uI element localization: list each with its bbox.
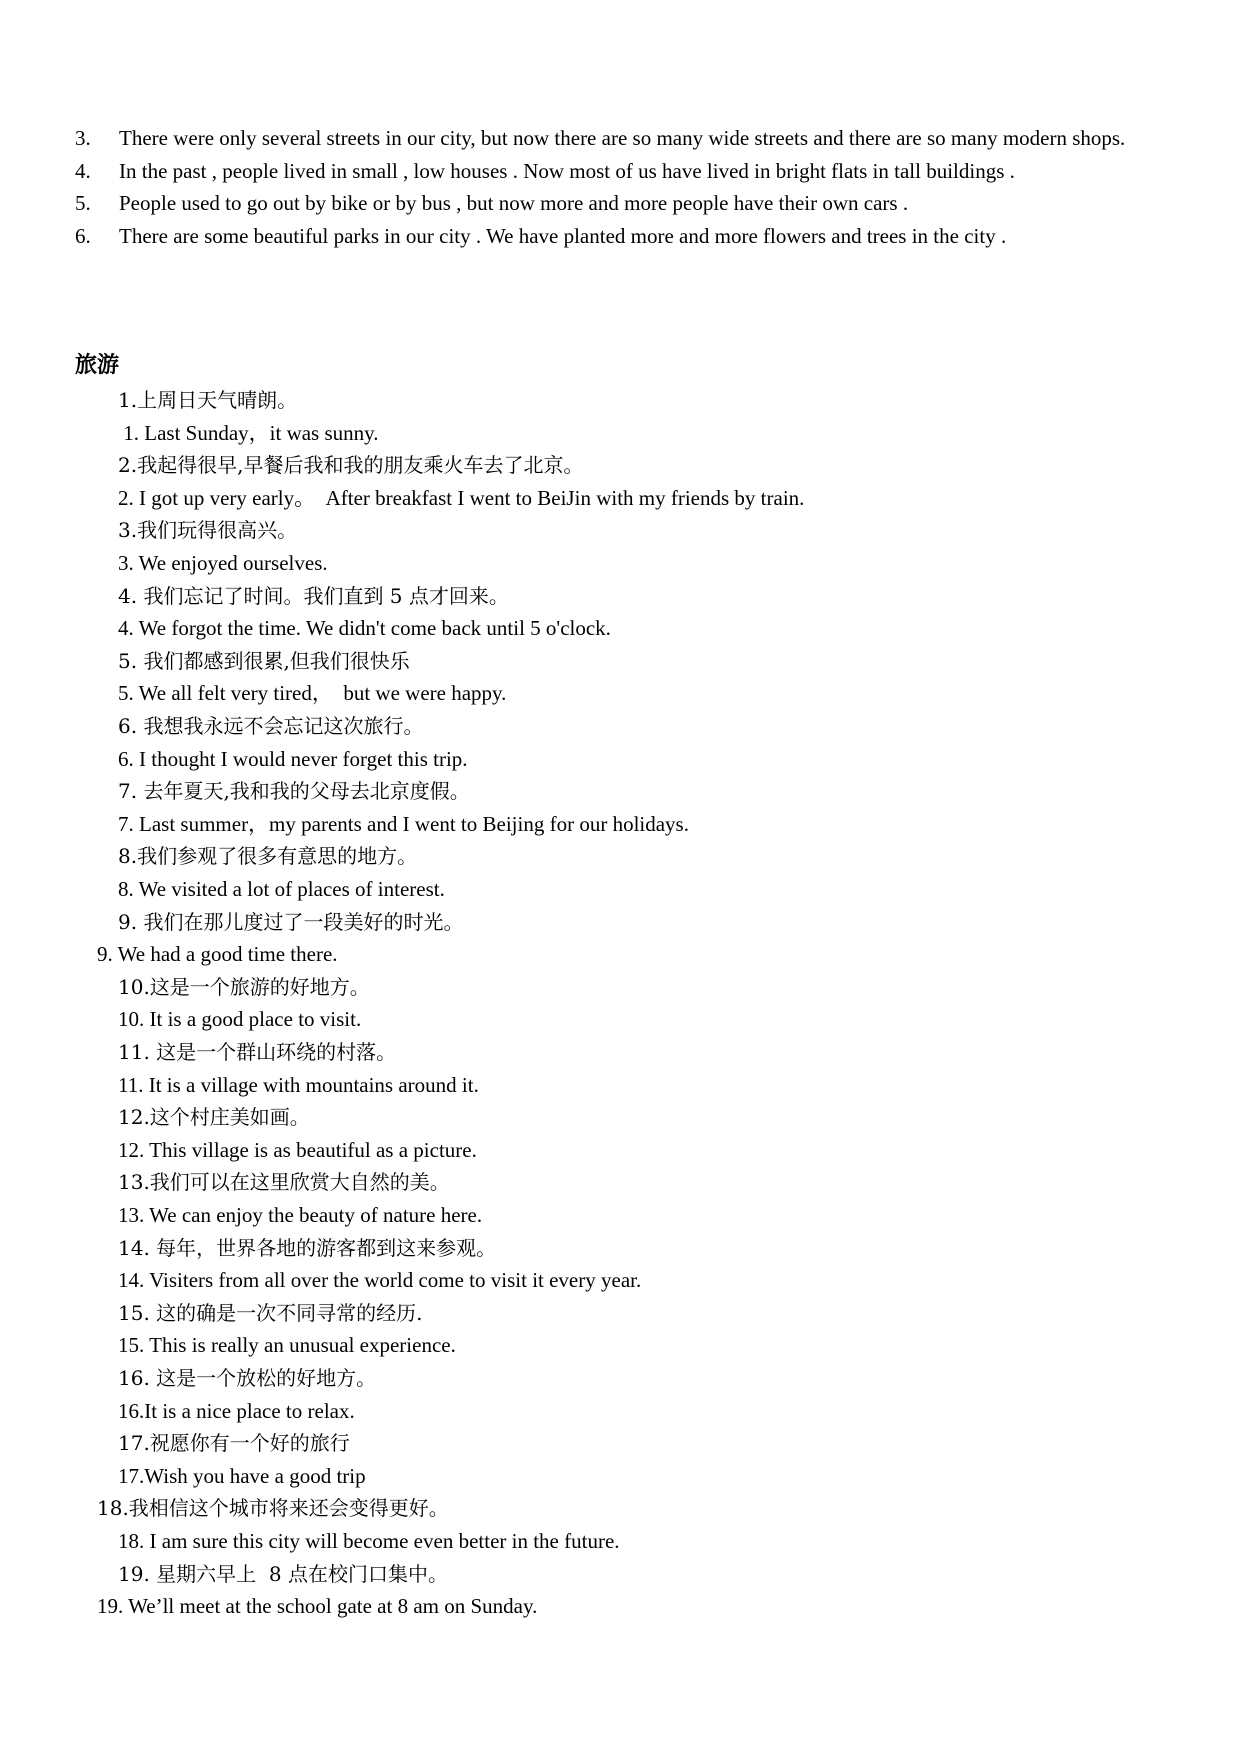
- list-item: [75, 155, 1170, 188]
- phrase-english: 14. Visiters from all over the world come to visit it every year.: [118, 1268, 642, 1293]
- phrase-english: 12. This village is as beautiful as a picture.: [118, 1137, 477, 1162]
- list-item-text: There are some beautiful parks in our city . We have planted more and more flowers and trees in the city .: [119, 223, 1007, 248]
- phrase-chinese: 13.我们可以在这里欣赏大自然的美。: [118, 1170, 450, 1195]
- list-item-number: 6.: [75, 223, 91, 248]
- phrase-chinese: 17.祝愿你有一个好的旅行: [118, 1431, 350, 1456]
- phrase-chinese: 10.这是一个旅游的好地方。: [118, 974, 370, 999]
- list-item: [75, 187, 1170, 220]
- phrase-chinese: 2.我起得很早,早餐后我和我的朋友乘火车去了北京。: [118, 453, 584, 478]
- phrase-chinese: 1.上周日天气晴朗。: [118, 388, 298, 412]
- phrase-english: 13. We can enjoy the beauty of nature here.: [118, 1203, 483, 1227]
- phrase-english: 7. Last summer，my parents and I went to Beijing for our holidays.: [118, 811, 689, 836]
- phrase-chinese: 15. 这的确是一次不同寻常的经历.: [118, 1300, 423, 1325]
- phrase-english: 11. It is a village with mountains around it.: [118, 1072, 479, 1097]
- list-item-text: There were only several streets in our city, but now there are so many wide streets and there are so many modern shops.: [119, 126, 1126, 150]
- phrase-chinese: 3.我们玩得很高兴。: [118, 518, 298, 543]
- phrase-english: 9. We had a good time there.: [97, 942, 338, 967]
- phrase-english: 17.Wish you have a good trip: [118, 1463, 366, 1488]
- list-item: [75, 220, 1170, 253]
- list-item-number: 4.: [75, 158, 91, 183]
- list-item-text: In the past , people lived in small , low houses . Now most of us have lived in bright flats in tall buildings .: [119, 158, 1015, 183]
- phrase-english: 8. We visited a lot of places of interest.: [118, 877, 445, 901]
- section-title: 旅游: [75, 353, 120, 378]
- phrase-english: 1. Last Sunday，it was sunny.: [118, 420, 379, 445]
- phrase-chinese: 6. 我想我永远不会忘记这次旅行。: [118, 714, 424, 738]
- phrase-chinese: 19. 星期六早上 8 点在校门口集中。: [118, 1561, 448, 1586]
- phrase-english: 16.It is a nice place to relax.: [118, 1398, 355, 1423]
- phrase-english: 10. It is a good place to visit.: [118, 1007, 362, 1032]
- phrase-chinese: 12.这个村庄美如画。: [118, 1105, 310, 1130]
- numbered-list: [75, 122, 1170, 252]
- list-item: [75, 122, 1170, 155]
- phrase-chinese: 18.我相信这个城市将来还会变得更好。: [97, 1496, 449, 1521]
- phrase-chinese: 14. 每年，世界各地的游客都到这来参观。: [118, 1235, 497, 1260]
- phrase-english: 4. We forgot the time. We didn't come back until 5 o'clock.: [118, 616, 611, 641]
- list-item-number: 5.: [75, 191, 91, 215]
- phrase-chinese: 11. 这是一个群山环绕的村落。: [118, 1040, 397, 1064]
- phrase-chinese: 8.我们参观了很多有意思的地方。: [118, 844, 418, 869]
- phrase-english: 15. This is really an unusual experience.: [118, 1333, 456, 1358]
- phrase-chinese: 16. 这是一个放松的好地方。: [118, 1366, 377, 1390]
- list-item-text: People used to go out by bike or by bus , but now more and more people have their own cars .: [119, 191, 909, 215]
- phrase-english: 18. I am sure this city will become even better in the future.: [118, 1529, 620, 1553]
- phrase-chinese: 5. 我们都感到很累,但我们很快乐: [118, 648, 410, 673]
- phrase-english: 2. I got up very early。 After breakfast I went to BeiJin with my friends by train.: [118, 485, 805, 510]
- phrase-chinese: 4. 我们忘记了时间。我们直到 5 点才回来。: [118, 583, 509, 608]
- phrase-english: 3. We enjoyed ourselves.: [118, 551, 328, 575]
- list-item-number: 3.: [75, 126, 91, 150]
- phrase-english: 19. We’ll meet at the school gate at 8 am on Sunday.: [97, 1594, 538, 1619]
- phrase-english: 5. We all felt very tired， but we were happy.: [118, 681, 507, 706]
- phrase-chinese: 7. 去年夏天,我和我的父母去北京度假。: [118, 779, 470, 804]
- phrase-english: 6. I thought I would never forget this trip.: [118, 746, 468, 771]
- phrase-chinese: 9. 我们在那儿度过了一段美好的时光。: [118, 909, 464, 934]
